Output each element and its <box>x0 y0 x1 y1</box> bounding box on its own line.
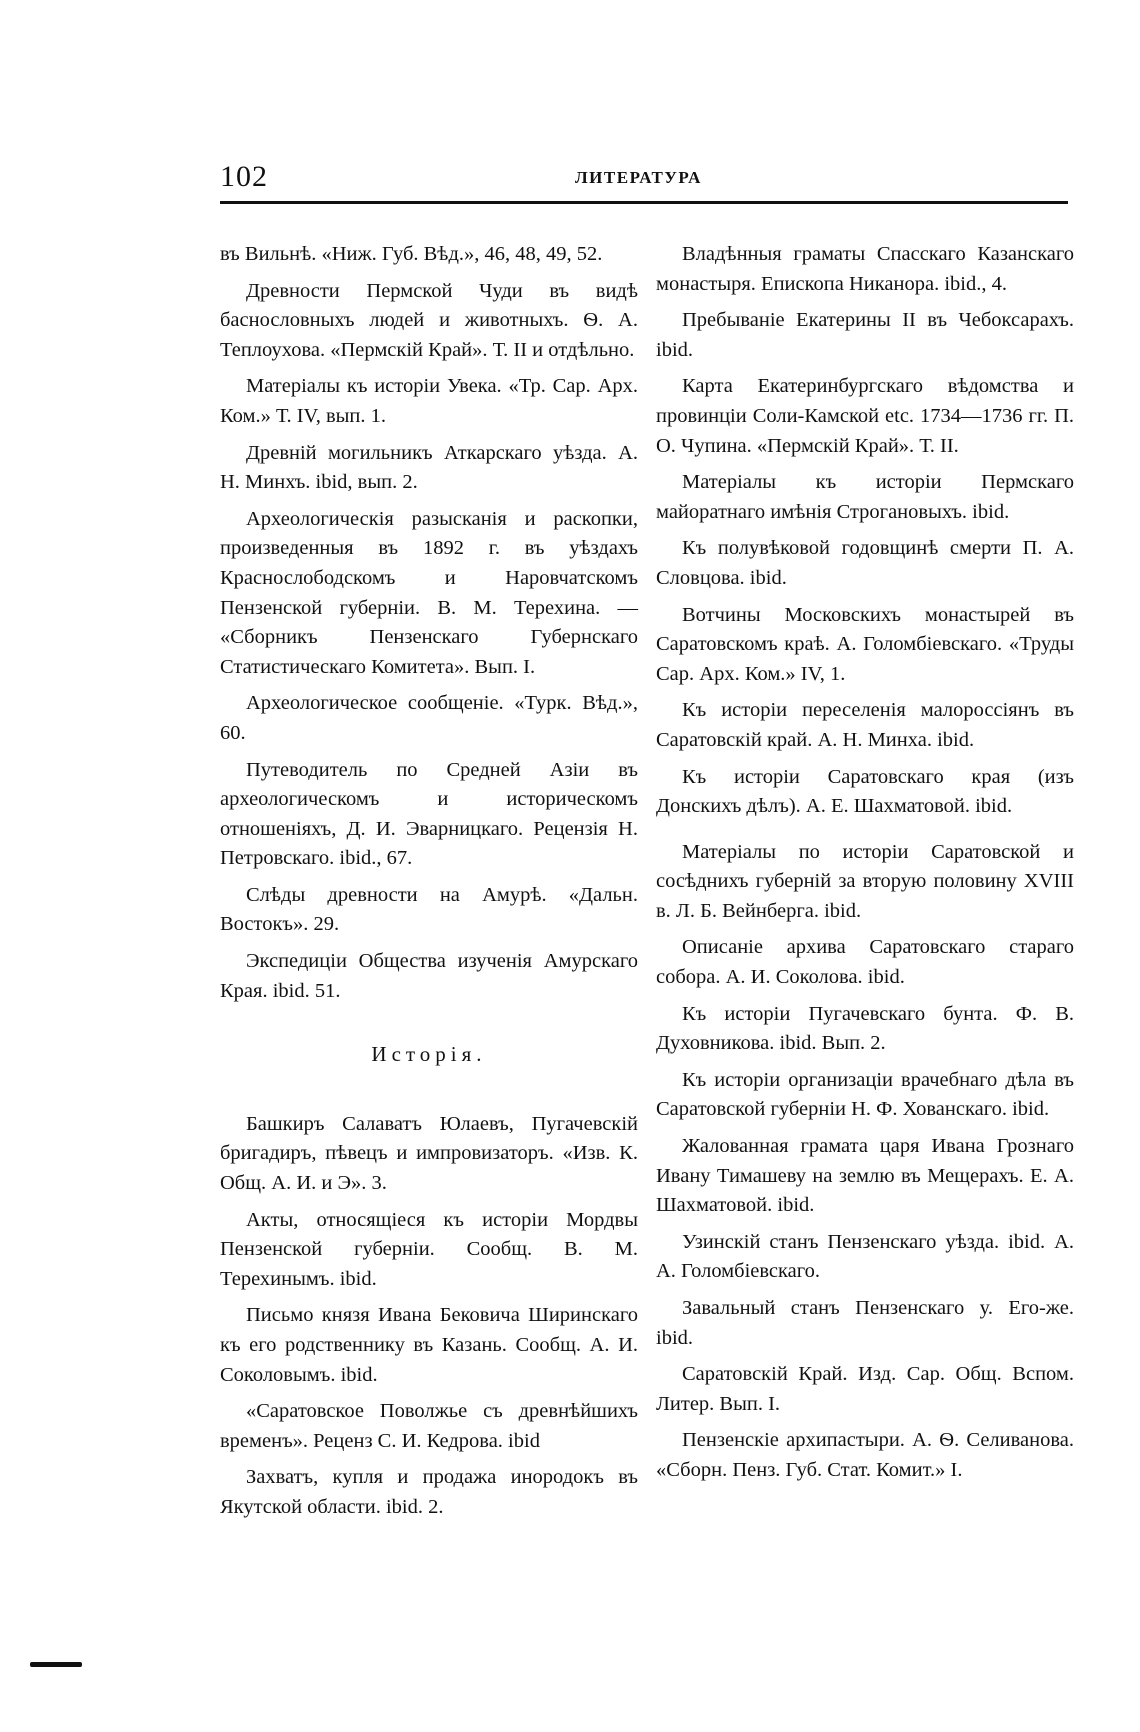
bibliography-entry: Слѣды древности на Амурѣ. «Дальн. Востокъ». 29. <box>220 883 638 936</box>
bibliography-entry: Башкиръ Салаватъ Юлаевъ, Пугачевскій бригадиръ, пѣвецъ и импровизаторъ. «Изв. К. Общ. А. И. и Э». 3. <box>220 1112 638 1195</box>
bibliography-entry: Матеріалы къ исторіи Увека. «Тр. Сар. Арх. Ком.» Т. IV, вып. 1. <box>220 375 638 427</box>
bibliography-entry: Пензенскіе архипастыри. А. Ѳ. Селиванова. «Сборн. Пенз. Губ. Стат. Комит.» I. <box>656 1429 1074 1481</box>
page-number: 102 <box>220 160 268 193</box>
bibliography-entry: Къ полувѣковой годовщинѣ смерти П. А. Словцова. ibid. <box>656 537 1074 589</box>
bibliography-entry: Матеріалы къ исторіи Пермскаго майоратнаго имѣнія Строгановыхъ. ibid. <box>656 471 1074 523</box>
bibliography-entry: Владѣнныя граматы Спасскаго Казанскаго монастыря. Епископа Никанора. ibid., 4. <box>656 243 1074 295</box>
left-column <box>220 240 638 1530</box>
bibliography-entry: Археологическія разысканія и раскопки, произведенныя въ 1892 г. въ уѣздахъ Краснослободскомъ и Наровчатскомъ Пензенской губерніи. В. М. Терехина. — «Сборникъ Пензенскаго Губернскаго Статистическаго Комитета». Вып. I. <box>220 507 638 678</box>
running-title: ЛИТЕРАТУРА <box>575 168 702 187</box>
bibliography-entry: «Саратовское Поволжье съ древнѣйшихъ временъ». Реценз С. И. Кедрова. ibid <box>220 1400 638 1452</box>
bibliography-entry: Археологическое сообщеніе. «Турк. Вѣд.», 60. <box>220 692 638 744</box>
bibliography-entry: Къ исторіи переселенія малороссіянъ въ Саратовскій край. А. Н. Минха. ibid. <box>656 699 1074 751</box>
bibliography-entry: Саратовскій Край. Изд. Сар. Общ. Вспом. Литер. Вып. I. <box>656 1363 1074 1415</box>
bibliography-entry: Къ исторіи Саратовскаго края (изъ Донскихъ дѣлъ). А. Е. Шахматовой. ibid. <box>656 765 1074 818</box>
bibliography-entry: Письмо князя Ивана Бековича Ширинскаго къ его родственнику въ Казань. Сообщ. А. И. Соколовымъ. ibid. <box>220 1304 638 1386</box>
bibliography-entry: Акты, относящіеся къ исторіи Мордвы Пензенской губерніи. Сообщ. В. М. Терехинымъ. ibid. <box>220 1208 638 1290</box>
bibliography-entry: Путеводитель по Средней Азіи въ археологическомъ и историческомъ отношеніяхъ, Д. И. Эварницкаго. Рецензія Н. Петровскаго. ibid., 67. <box>220 758 638 870</box>
section-heading: Исторія. <box>371 1042 487 1067</box>
bibliography-entry: Къ исторіи Пугачевскаго бунта. Ф. В. Духовникова. ibid. Вып. 2. <box>656 1002 1074 1055</box>
bibliography-entry: Узинскій станъ Пензенскаго уѣзда. ibid. А. А. Голомбіевскаго. <box>656 1230 1074 1283</box>
bibliography-entry: Захватъ, купля и продажа инородокъ въ Якутской области. ibid. 2. <box>220 1466 638 1518</box>
bibliography-entry: Пребываніе Екатерины II въ Чебоксарахъ. ibid. <box>656 309 1074 361</box>
margin-ink-mark <box>30 1662 82 1667</box>
right-column <box>656 240 1074 1493</box>
bibliography-entry: Описаніе архива Саратовскаго стараго собора. А. И. Соколова. ibid. <box>656 936 1074 989</box>
bibliography-entry: Къ исторіи организаціи врачебнаго дѣла въ Саратовской губерніи Н. Ф. Хованскаго. ibid. <box>656 1068 1074 1121</box>
bibliography-entry: Вотчины Московскихъ монастырей въ Саратовскомъ краѣ. А. Голомбіевскаго. «Труды Сар. Арх. Ком.» IV, 1. <box>656 603 1074 685</box>
bibliography-entry: Экспедиціи Общества изученія Амурскаго Края. ibid. 51. <box>220 950 638 1002</box>
page-header <box>220 160 1065 200</box>
bibliography-entry: Матеріалы по исторіи Саратовской и сосѣднихъ губерній за вторую половину XVIII в. Л. Б. Вейнберга. ibid. <box>656 840 1074 922</box>
bibliography-entry: Древности Пермской Чуди въ видѣ баснословныхъ людей и животныхъ. Ѳ. А. Теплоухова. «Пермскій Край». Т. II и отдѣльно. <box>220 279 638 361</box>
bibliography-entry: Карта Екатеринбургскаго вѣдомства и провинціи Соли-Камской etc. 1734—1736 гг. П. О. Чупина. «Пермскій Край». Т. II. <box>656 375 1074 457</box>
bibliography-entry: Жалованная грамата царя Ивана Грознаго Ивану Тимашеву на землю въ Мещерахъ. Е. А. Шахматовой. ibid. <box>656 1135 1074 1217</box>
bibliography-entry: въ Вильнѣ. «Ниж. Губ. Вѣд.», 46, 48, 49, 52. <box>220 243 603 265</box>
bibliography-entry: Древній могильникъ Аткарскаго уѣзда. А. Н. Минхъ. ibid, вып. 2. <box>220 441 638 494</box>
bibliography-entry: Завальный станъ Пензенскаго у. Его-же. ibid. <box>656 1297 1074 1349</box>
header-rule <box>220 201 1068 204</box>
